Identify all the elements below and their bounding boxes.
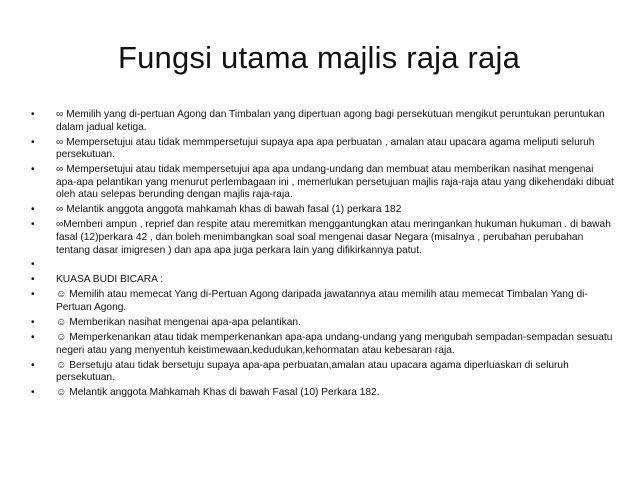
bullet-icon: • [31,387,35,399]
list-item [0,137,638,162]
bullet-icon: • [31,109,35,120]
list-item-text: ∞ Mempersetujui atau tidak mempersetujui apa apa undang-undang dan membuat atau memberikan nasihat mengenai apa-apa pelantikan yang menurut perlembagaan ini , memerlukan persetujuan majlis raja-raja atau yang dikehendaki dibuat oleh atau selepas berunding dengan majlis raja-raja. [56,164,614,201]
list-item [0,164,638,202]
list-item [0,332,638,357]
list-item [0,204,638,217]
bullet-list [0,109,638,402]
list-item [0,109,638,134]
list-item-text: ∞Memberi ampun , reprief dan respite atau meremitkan menggantungkan atau meringankan hukuman hukuman . di bawah fasal (12)perkara 42 , dan boleh menimbangkan soal soal mengenai dasar Negara (misalnya , perubahan perubahan tentang dasar imigresen ) dan apa apa juga perkara lain yang difikirkannya patut. [56,219,611,256]
bullet-icon: • [31,359,35,371]
list-item-text: ☺ Memberikan nasihat mengenai apa-apa pelantikan. [56,317,301,329]
list-item-text: ☺ Memilih atau memecat Yang di-Pertuan Agong daripada jawatannya atau memilih atau memecat Timbalan Yang di-Pertuan Agong. [56,289,588,314]
bullet-icon: • [31,259,35,271]
list-item-text: ∞ Mempersetujui atau tidak memmpersetujui supaya apa apa perbuatan , amalan atau upacara agama meliputi seluruh persekutuan. [56,136,595,161]
bullet-icon: • [31,332,35,344]
bullet-icon: • [31,136,35,148]
bullet-icon: • [31,204,35,216]
list-item-text: ☺ Bersetuju atau tidak bersetuju supaya apa-apa perbuatan,amalan atau upacara agama diperluaskan di seluruh persekutuan. [56,359,569,384]
list-item [0,387,638,400]
list-item [0,317,638,330]
list-item [0,219,638,257]
list-item-empty [0,259,638,272]
list-item [0,360,638,385]
bullet-icon: • [31,317,35,329]
list-item-heading [0,274,638,287]
bullet-icon: • [31,274,35,286]
list-item-text: KUASA BUDI BICARA : [56,274,164,286]
list-item-text: ∞ Melantik anggota anggota mahkamah khas di bawah fasal (1) perkara 182 [56,204,402,216]
list-item [0,289,638,314]
slide-title: Fungsi utama majlis raja raja [117,40,521,75]
list-item-text: ☺ Melantik anggota Mahkamah Khas di bawah Fasal (10) Perkara 182. [56,387,380,399]
list-item-text: ∞ Memilih yang di-pertuan Agong dan Timbalan yang dipertuan agong bagi persekutuan mengikut peruntukan peruntukan dalam jadual ketiga. [56,109,605,133]
bullet-icon: • [31,164,35,176]
bullet-icon: • [31,289,35,301]
bullet-icon: • [31,219,35,231]
list-item-text: ☺ Memperkenankan atau tidak memperkenankan apa-apa undang-undang yang mengubah sempadan-sempadan sesuatu negeri atau yang menyentuh keistimewaan,kedudukan,kehormatan atau kebesaran raja. [56,332,613,356]
